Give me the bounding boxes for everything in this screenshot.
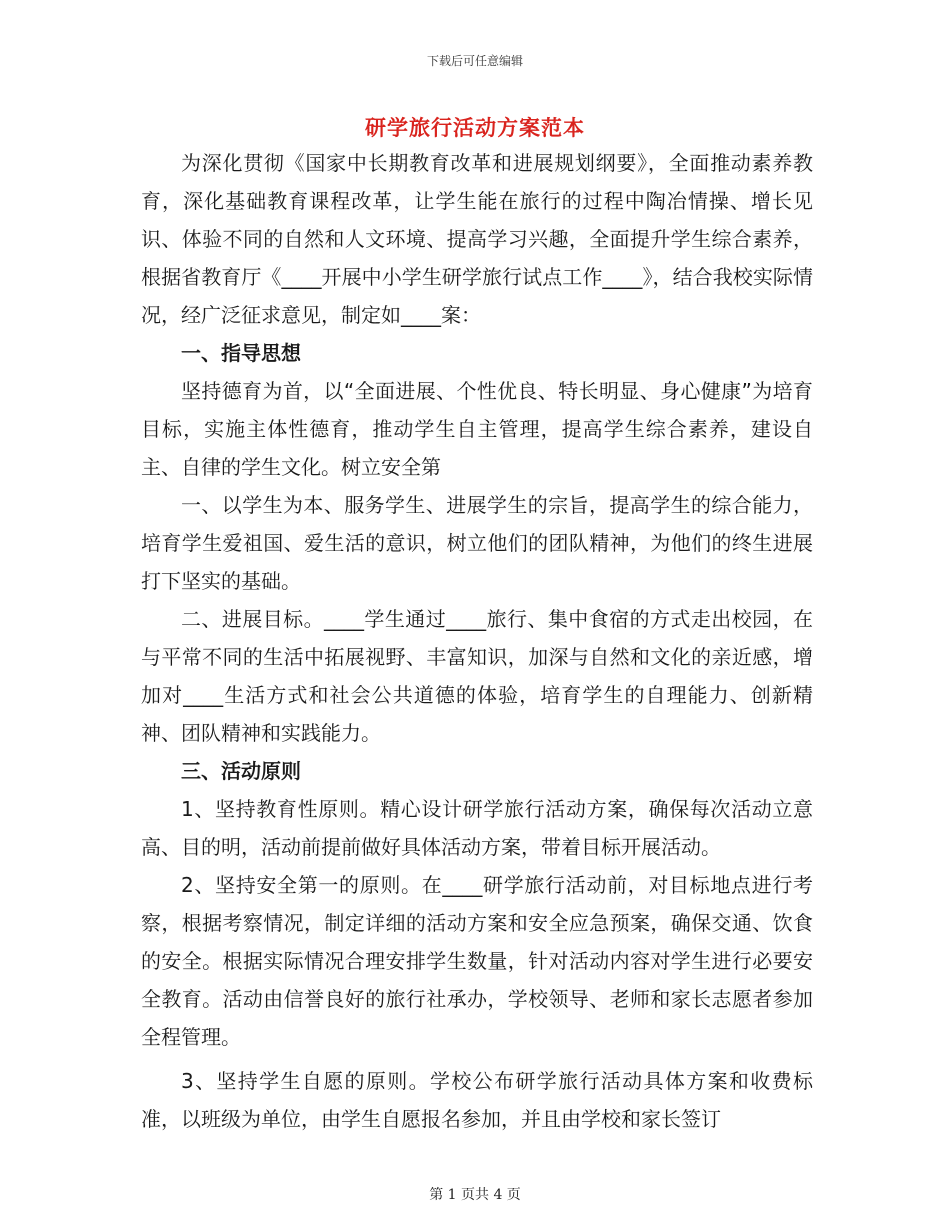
page-footer: 第 1 页共 4 页 [429,1187,521,1203]
body-paragraph: 二、进展目标。____学生通过____旅行、集中食宿的方式走出校园，在与平常不同的生活中拓展视野、丰富知识，加深与自然和文化的亲近感，增加对____生活方式和社会公共道德的体验，培育学生的自理能力、创新精神、团队精神和实践能力。 [141,607,813,745]
body-paragraph: 一、以学生为本、服务学生、进展学生的宗旨，提高学生的综合能力，培育学生爱祖国、爱生活的意识，树立他们的团队精神，为他们的终生进展打下坚实的基础。 [141,493,813,593]
principle-paragraph: 1、坚持教育性原则。精心设计研学旅行活动方案，确保每次活动立意高、目的明，活动前提前做好具体活动方案，带着目标开展活动。 [141,797,813,859]
principle-paragraph: 2、坚持安全第一的原则。在____研学旅行活动前，对目标地点进行考察，根据考察情况，制定详细的活动方案和安全应急预案，确保交通、饮食的安全。根据实际情况合理安排学生数量，针对活动内容对学生进行必要安全教育。活动由信誉良好的旅行社承办，学校领导、老师和家长志愿者参加全程管理。 [141,873,813,1049]
section-heading-guiding-ideology: 一、指导思想 [181,341,301,365]
intro-paragraph: 为深化贯彻《国家中长期教育改革和进展规划纲要》，全面推动素养教育，深化基础教育课程改革，让学生能在旅行的过程中陶冶情操、增长见识、体验不同的自然和人文环境、提高学习兴趣，全面提升学生综合素养，根据省教育厅《____开展中小学生研学旅行试点工作____》，结合我校实际情况，经广泛征求意见，制定如____案： [141,151,813,327]
document-title: 研学旅行活动方案范本 [365,116,585,140]
document-body [141,144,813,1138]
body-paragraph: 坚持德育为首，以“全面进展、个性优良、特长明显、身心健康”为培育目标，实施主体性德育，推动学生自主管理，提高学生综合素养，建设自主、自律的学生文化。树立安全第 [141,379,813,479]
page-header-note: 下载后可任意编辑 [426,54,523,68]
section-heading-principles: 三、活动原则 [181,759,301,783]
principle-paragraph: 3、坚持学生自愿的原则。学校公布研学旅行活动具体方案和收费标准，以班级为单位，由学生自愿报名参加，并且由学校和家长签订 [141,1069,813,1131]
